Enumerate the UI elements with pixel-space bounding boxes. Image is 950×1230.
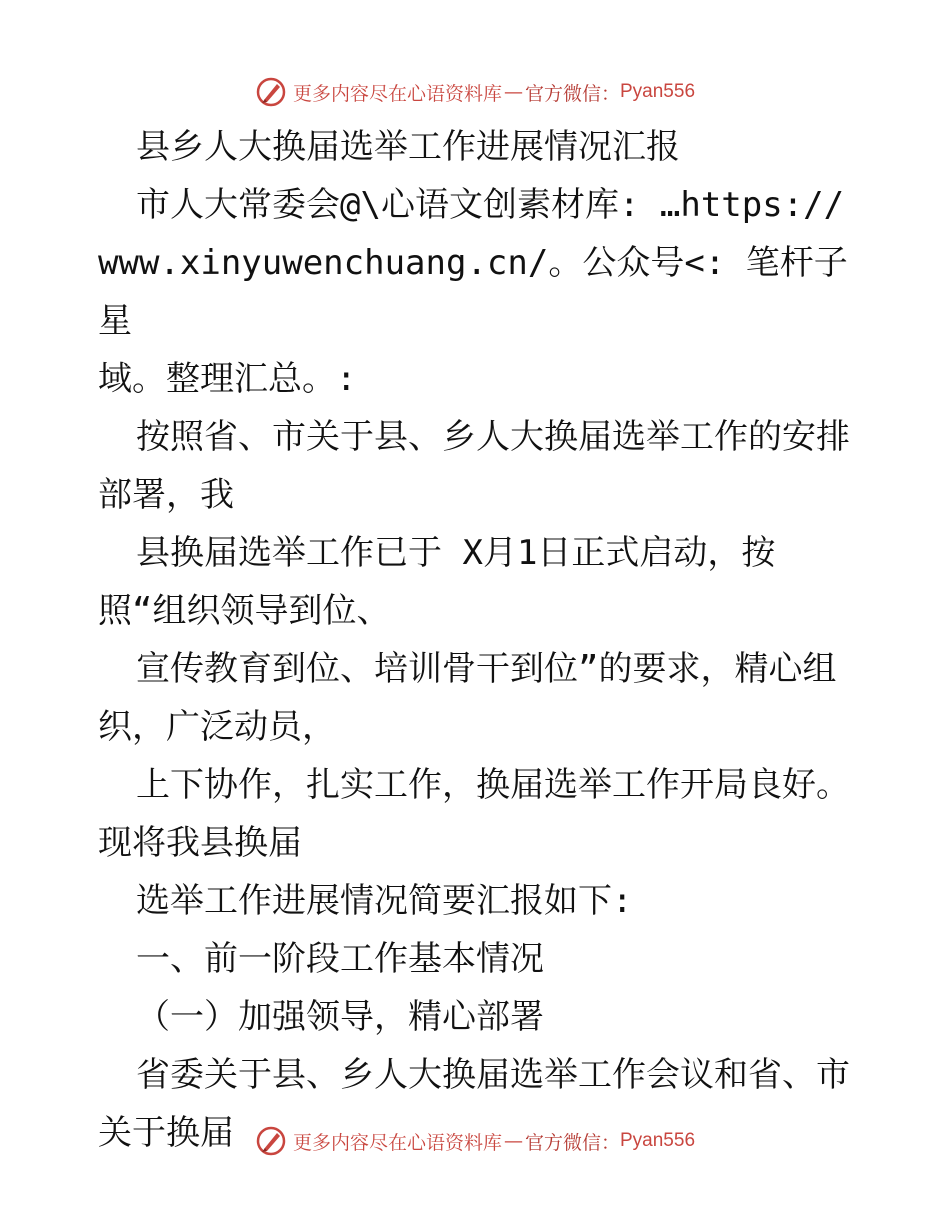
- text-line: 省委关于县、乡人大换届选举工作会议和省、市: [136, 1055, 850, 1095]
- text-line: 上下协作，扎实工作，换届选举工作开局良好。: [136, 765, 850, 805]
- watermark-text: 更多内容尽在心语资料库: [292, 1131, 502, 1154]
- watermark-footer: [0, 1121, 950, 1161]
- text-line: 织，广泛动员，: [98, 707, 336, 747]
- watermark-separator: —: [503, 1130, 523, 1152]
- watermark-separator: —: [503, 81, 523, 103]
- text-line: www.xinyuwenchuang.cn/。公众号<: 笔杆子星: [98, 243, 848, 341]
- text-line: 市人大常委会@\心语文创素材库: …https://: [136, 185, 845, 225]
- pen-feather-icon: [255, 76, 287, 108]
- text-line: 域。整理汇总。:: [98, 359, 357, 399]
- document-body: [98, 118, 858, 1162]
- text-line: 选举工作进展情况简要汇报如下:: [136, 881, 633, 921]
- text-line: 关于换届: [98, 1113, 234, 1153]
- watermark-wechat-label: 官方微信：: [524, 82, 620, 105]
- text-line: 现将我县换届: [98, 823, 302, 863]
- watermark-wechat-id: Pyan556: [620, 81, 696, 102]
- watermark-wechat-id: Pyan556: [620, 1130, 696, 1151]
- text-line: 宣传教育到位、培训骨干到位”的要求，精心组: [136, 649, 837, 689]
- text-line: 县换届选举工作已于 X月1日正式启动，按: [136, 533, 776, 573]
- watermark-text: 更多内容尽在心语资料库: [292, 82, 502, 105]
- watermark-header: [0, 72, 950, 112]
- text-line: 按照省、市关于县、乡人大换届选举工作的安排: [136, 417, 850, 457]
- document-title: 县乡人大换届选举工作进展情况汇报: [136, 127, 680, 167]
- section-heading: 一、前一阶段工作基本情况: [136, 939, 544, 979]
- text-line: 部署，我: [98, 475, 234, 515]
- pen-feather-icon: [255, 1125, 287, 1157]
- subsection-heading: （一）加强领导，精心部署: [136, 997, 544, 1037]
- text-line: 照“组织领导到位、: [98, 591, 391, 631]
- watermark-wechat-label: 官方微信：: [524, 1131, 620, 1154]
